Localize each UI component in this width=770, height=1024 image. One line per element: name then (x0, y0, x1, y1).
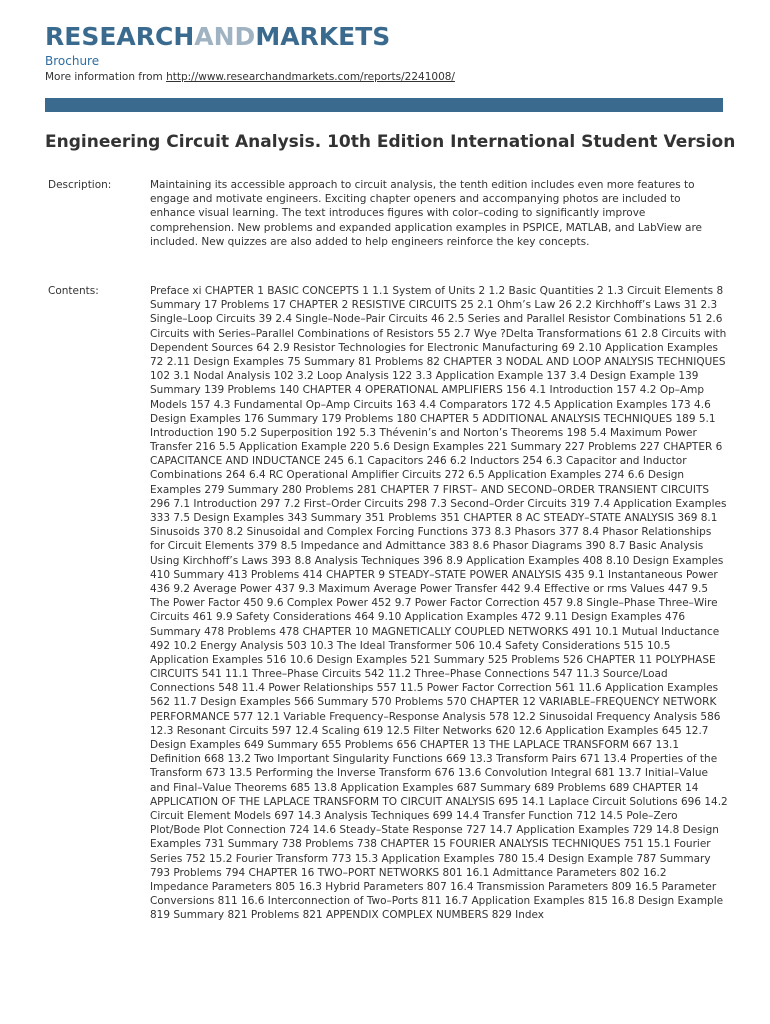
logo-markets: MARKETS (255, 22, 391, 51)
description-text: Maintaining its accessible approach to circuit analysis, the tenth edition includes even more features to engage and motivate engineers. Exciting chapter openers and accompanying photos are included to enhance visual learning. The text introduces figures with color–coding to significantly improve comprehension. New problems and expanded application examples in PSPICE, MATLAB, and LabView are included. New quizzes are also added to help engineers reinforce the key concepts. (150, 179, 703, 248)
page-title: Engineering Circuit Analysis. 10th Edition International Student Version (45, 132, 736, 152)
contents-text: Preface xi CHAPTER 1 BASIC CONCEPTS 1 1.1 System of Units 2 1.2 Basic Quantities 2 1.3 Circuit Elements 8 Summary 17 Problems 17 CHAPTER 2 RESISTIVE CIRCUITS 25 2.1 Ohm’s Law 26 2.2 Kirchhoff’s Laws 31 2.3 Single–Loop Circuits 39 2.4 Single–Node–Pair Circuits 46 2.5 Series and Parallel Resistor Combinations 51 2.6 Circuits with Series–Parallel Combinations of Resistors 55 2.7 Wye ?Delta Transformations 61 2.8 Circuits with Dependent Sources 64 2.9 Resistor Technologies for Electronic Manufacturing 69 2.10 Application Examples 72 2.11 Design Examples 75 Summary 81 Problems 82 CHAPTER 3 NODAL AND LOOP ANALYSIS TECHNIQUES 102 3.1 Nodal Analysis 102 3.2 Loop Analysis 122 3.3 Application Example 137 3.4 Design Example 139 Summary 139 Problems 140 CHAPTER 4 OPERATIONAL AMPLIFIERS 156 4.1 Introduction 157 4.2 Op–Amp Models 157 4.3 Fundamental Op–Amp Circuits 163 4.4 Comparators 172 4.5 Application Examples 173 4.6 Design Examples 176 Summary 179 Problems 180 CHAPTER 5 ADDITIONAL ANALYSIS TECHNIQUES 189 5.1 Introduction 190 5.2 Superposition 192 5.3 Thévenin’s and Norton’s Theorems 198 5.4 Maximum Power Transfer 216 5.5 Application Example 220 5.6 Design Examples 221 Summary 227 Problems 227 CHAPTER 6 CAPACITANCE AND INDUCTANCE 245 6.1 Capacitors 246 6.2 Inductors 254 6.3 Capacitor and Inductor Combinations 264 6.4 RC Operational Amplifier Circuits 272 6.5 Application Examples 274 6.6 Design Examples 279 Summary 280 Problems 281 CHAPTER 7 FIRST– AND SECOND–ORDER TRANSIENT CIRCUITS 296 7.1 Introduction 297 7.2 First–Order Circuits 298 7.3 Second–Order Circuits 319 7.4 Application Examples 333 7.5 Design Examples 343 Summary 351 Problems 351 CHAPTER 8 AC STEADY–STATE ANALYSIS 369 8.1 Sinusoids 370 8.2 Sinusoidal and Complex Forcing Functions 373 8.3 Phasors 377 8.4 Phasor Relationships for Circuit Elements 379 8.5 Impedance and Admittance 383 8.6 Phasor Diagrams 390 8.7 Basic Analysis Using Kirchhoff’s Laws 393 8.8 Analysis Techniques 396 8.9 Application Examples 408 8.10 Design Examples 410 Summary 413 Problems 414 CHAPTER 9 STEADY–STATE POWER ANALYSIS 435 9.1 Instantaneous Power 436 9.2 Average Power 437 9.3 Maximum Average Power Transfer 442 9.4 Effective or rms Values 447 9.5 The Power Factor 450 9.6 Complex Power 452 9.7 Power Factor Correction 457 9.8 Single–Phase Three–Wire Circuits 461 9.9 Safety Considerations 464 9.10 Application Examples 472 9.11 Design Examples 476 Summary 478 Problems 478 CHAPTER 10 MAGNETICALLY COUPLED NETWORKS 491 10.1 Mutual Inductance 492 10.2 Energy Analysis 503 10.3 The Ideal Transformer 506 10.4 Safety Considerations 515 10.5 Application Examples 516 10.6 Design Examples 521 Summary 525 Problems 526 CHAPTER 11 POLYPHASE CIRCUITS 541 11.1 Three–Phase Circuits 542 11.2 Three–Phase Connections 547 11.3 Source/Load Connections 548 11.4 Power Relationships 557 11.5 Power Factor Correction 561 11.6 Application Examples 562 11.7 Design Examples 566 Summary 570 Problems 570 CHAPTER 12 VARIABLE–FREQUENCY NETWORK PERFORMANCE 577 12.1 Variable Frequency–Response Analysis 578 12.2 Sinusoidal Frequency Analysis 586 12.3 Resonant Circuits 597 12.4 Scaling 619 12.5 Filter Networks 620 12.6 Application Examples 645 12.7 Design Examples 649 Summary 655 Problems 656 CHAPTER 13 THE LAPLACE TRANSFORM 667 13.1 Definition 668 13.2 Two Important Singularity Functions 669 13.3 Transform Pairs 671 13.4 Properties of the Transform 673 13.5 Performing the Inverse Transform 676 13.6 Convolution Integral 681 13.7 Initial–Value and Final–Value Theorems 685 13.8 Application Examples 687 Summary 689 Problems 689 CHAPTER 14 APPLICATION OF THE LAPLACE TRANSFORM TO CIRCUIT ANALYSIS 695 14.1 Laplace Circuit Solutions 696 14.2 Circuit Element Models 697 14.3 Analysis Techniques 699 14.4 Transfer Function 712 14.5 Pole–Zero Plot/Bode Plot Connection 724 14.6 Steady–State Response 727 14.7 Application Examples 729 14.8 Design Examples 731 Summary 738 Problems 738 CHAPTER 15 FOURIER ANALYSIS TECHNIQUES 751 15.1 Fourier Series 752 15.2 Fourier Transform 773 15.3 Application Examples 780 15.4 Design Example 787 Summary 793 Problems 794 CHAPTER 16 TWO–PORT NETWORKS 801 16.1 Admittance Parameters 802 16.2 Impedance Parameters 805 16.3 Hybrid Parameters 807 16.4 Transmission Parameters 809 16.5 Parameter Conversions 811 16.6 Interconnection of Two–Ports 811 16.7 Application Examples 815 16.8 Design Example 819 Summary 821 Problems 821 APPENDIX COMPLEX NUMBERS 829 Index (150, 285, 728, 922)
logo-and: AND (194, 22, 256, 51)
more-info-prefix: More information from (45, 71, 167, 83)
brochure-label: Brochure (45, 54, 100, 68)
logo (45, 22, 390, 52)
more-info-line (45, 70, 455, 84)
header-divider-bar (45, 98, 723, 112)
report-link[interactable]: http://www.researchandmarkets.com/reports/2241008/ (166, 71, 455, 83)
logo-research: RESEARCH (45, 22, 195, 51)
description-label: Description: (48, 179, 112, 191)
contents-label: Contents: (48, 285, 99, 297)
